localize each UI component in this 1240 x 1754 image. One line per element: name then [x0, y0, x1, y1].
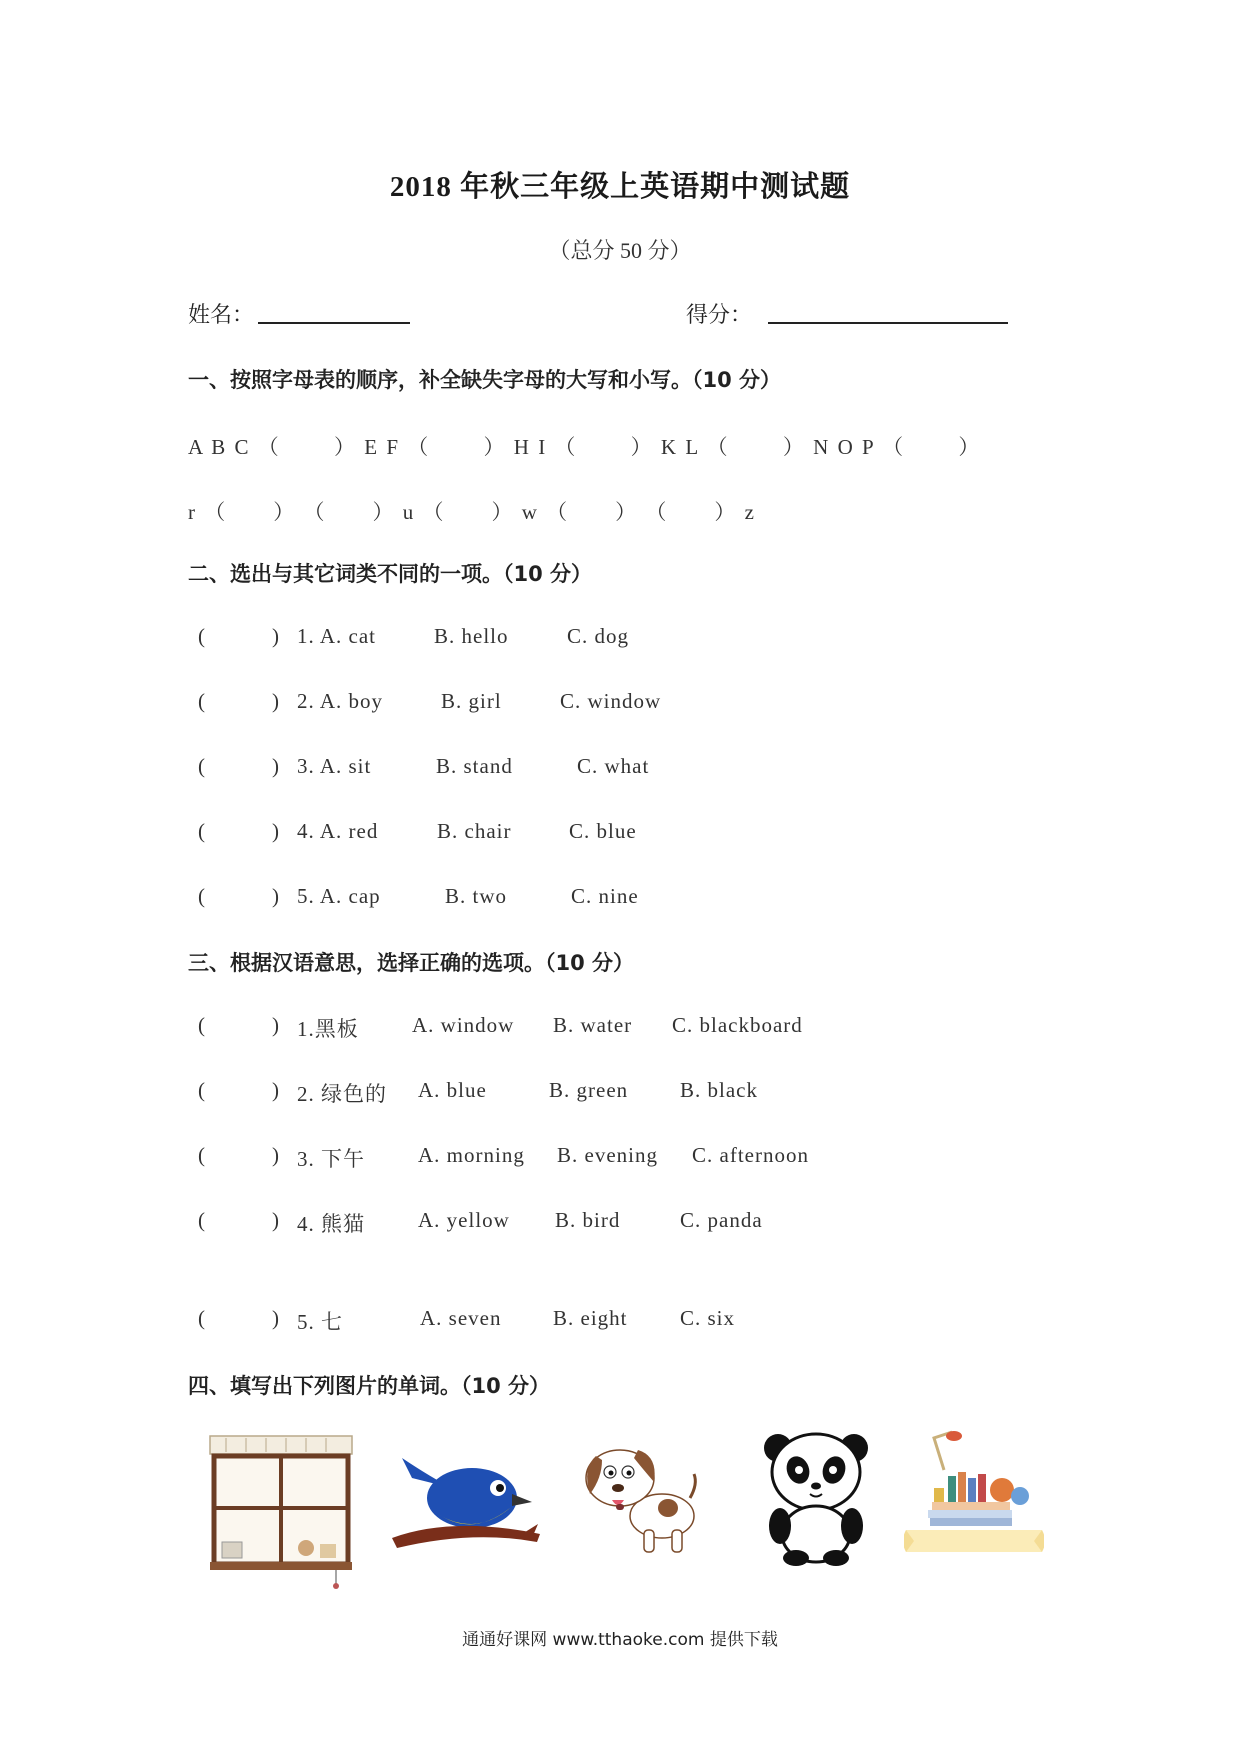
question-option-b: B. hello — [434, 624, 509, 648]
panda-picture — [756, 1426, 876, 1566]
answer-paren-open[interactable]: ( — [198, 754, 205, 778]
uppercase-letters-line: A B C （ ） E F （ ） H I （ ） K L （ ） N O P （ ） — [188, 435, 982, 459]
answer-paren-open[interactable]: ( — [198, 1013, 205, 1037]
answer-paren-open[interactable]: ( — [198, 689, 205, 713]
question-option-b: B. chair — [437, 819, 512, 843]
answer-paren-close: ) — [272, 689, 279, 713]
question-option-c: C. panda — [680, 1208, 763, 1232]
question-prompt: 5. 七 — [297, 1310, 343, 1334]
bird-picture — [392, 1438, 542, 1558]
answer-paren-open[interactable]: ( — [198, 1208, 205, 1232]
question-option-c: C. dog — [567, 624, 630, 648]
question-option-a: 4. A. red — [297, 819, 379, 843]
question-option-a: 2. A. boy — [297, 689, 384, 713]
section4-heading: 四、填写出下列图片的单词。（10 分） — [188, 1374, 551, 1398]
question-option-c: C. six — [680, 1306, 736, 1330]
question-option-a: A. window — [412, 1013, 515, 1037]
answer-paren-open[interactable]: ( — [198, 884, 205, 908]
question-option-c: B. black — [680, 1078, 758, 1102]
answer-paren-open[interactable]: ( — [198, 1306, 205, 1330]
question-option-b: B. stand — [436, 754, 513, 778]
question-prompt: 3. 下午 — [297, 1147, 365, 1171]
question-option-b: B. green — [549, 1078, 629, 1102]
total-score-note: （总分 50 分） — [548, 238, 692, 263]
name-label: 姓名： — [188, 302, 255, 327]
score-input-line[interactable] — [768, 322, 1008, 324]
question-option-c: C. what — [577, 754, 650, 778]
question-option-b: B. eight — [553, 1306, 628, 1330]
question-option-b: B. evening — [557, 1143, 658, 1167]
question-option-a: A. yellow — [418, 1208, 510, 1232]
question-option-a: 3. A. sit — [297, 754, 372, 778]
question-prompt: 1.黑板 — [297, 1017, 359, 1041]
question-option-b: B. bird — [555, 1208, 621, 1232]
section3-heading: 三、根据汉语意思，选择正确的选项。（10 分） — [188, 951, 635, 975]
footer-credit: 通通好课网 www.tthaoke.com 提供下载 — [462, 1630, 778, 1650]
answer-paren-close: ) — [272, 754, 279, 778]
question-option-a: A. morning — [418, 1143, 525, 1167]
page-title: 2018 年秋三年级上英语期中测试题 — [389, 171, 851, 203]
answer-paren-open[interactable]: ( — [198, 1078, 205, 1102]
lowercase-letters-line: r （ ） （ ） u （ ） w （ ） （ ） z — [188, 500, 756, 524]
answer-paren-close: ) — [272, 819, 279, 843]
question-option-a: A. seven — [420, 1306, 502, 1330]
answer-paren-open[interactable]: ( — [198, 1143, 205, 1167]
answer-paren-close: ) — [272, 1143, 279, 1167]
window-picture — [206, 1432, 356, 1592]
score-label: 得分： — [686, 302, 753, 327]
question-option-a: 1. A. cat — [297, 624, 376, 648]
question-option-c: C. afternoon — [692, 1143, 809, 1167]
question-option-b: B. girl — [441, 689, 502, 713]
answer-paren-close: ) — [272, 1208, 279, 1232]
answer-paren-close: ) — [272, 1078, 279, 1102]
question-option-a: A. blue — [418, 1078, 487, 1102]
question-option-c: C. blue — [569, 819, 637, 843]
answer-paren-close: ) — [272, 624, 279, 648]
question-option-c: C. nine — [571, 884, 639, 908]
question-option-b: B. two — [445, 884, 508, 908]
question-option-a: 5. A. cap — [297, 884, 381, 908]
question-option-c: C. window — [560, 689, 662, 713]
answer-paren-open[interactable]: ( — [198, 819, 205, 843]
answer-paren-close: ) — [272, 1306, 279, 1330]
books-picture — [904, 1430, 1044, 1560]
section1-heading: 一、按照字母表的顺序，补全缺失字母的大写和小写。（10 分） — [188, 368, 782, 392]
answer-paren-open[interactable]: ( — [198, 624, 205, 648]
answer-paren-close: ) — [272, 1013, 279, 1037]
question-option-c: C. blackboard — [672, 1013, 803, 1037]
answer-paren-close: ) — [272, 884, 279, 908]
question-prompt: 4. 熊猫 — [297, 1212, 365, 1236]
dog-picture — [572, 1428, 702, 1558]
question-option-b: B. water — [553, 1013, 633, 1037]
question-prompt: 2. 绿色的 — [297, 1082, 387, 1106]
name-input-line[interactable] — [258, 322, 410, 324]
section2-heading: 二、选出与其它词类不同的一项。（10 分） — [188, 562, 593, 586]
